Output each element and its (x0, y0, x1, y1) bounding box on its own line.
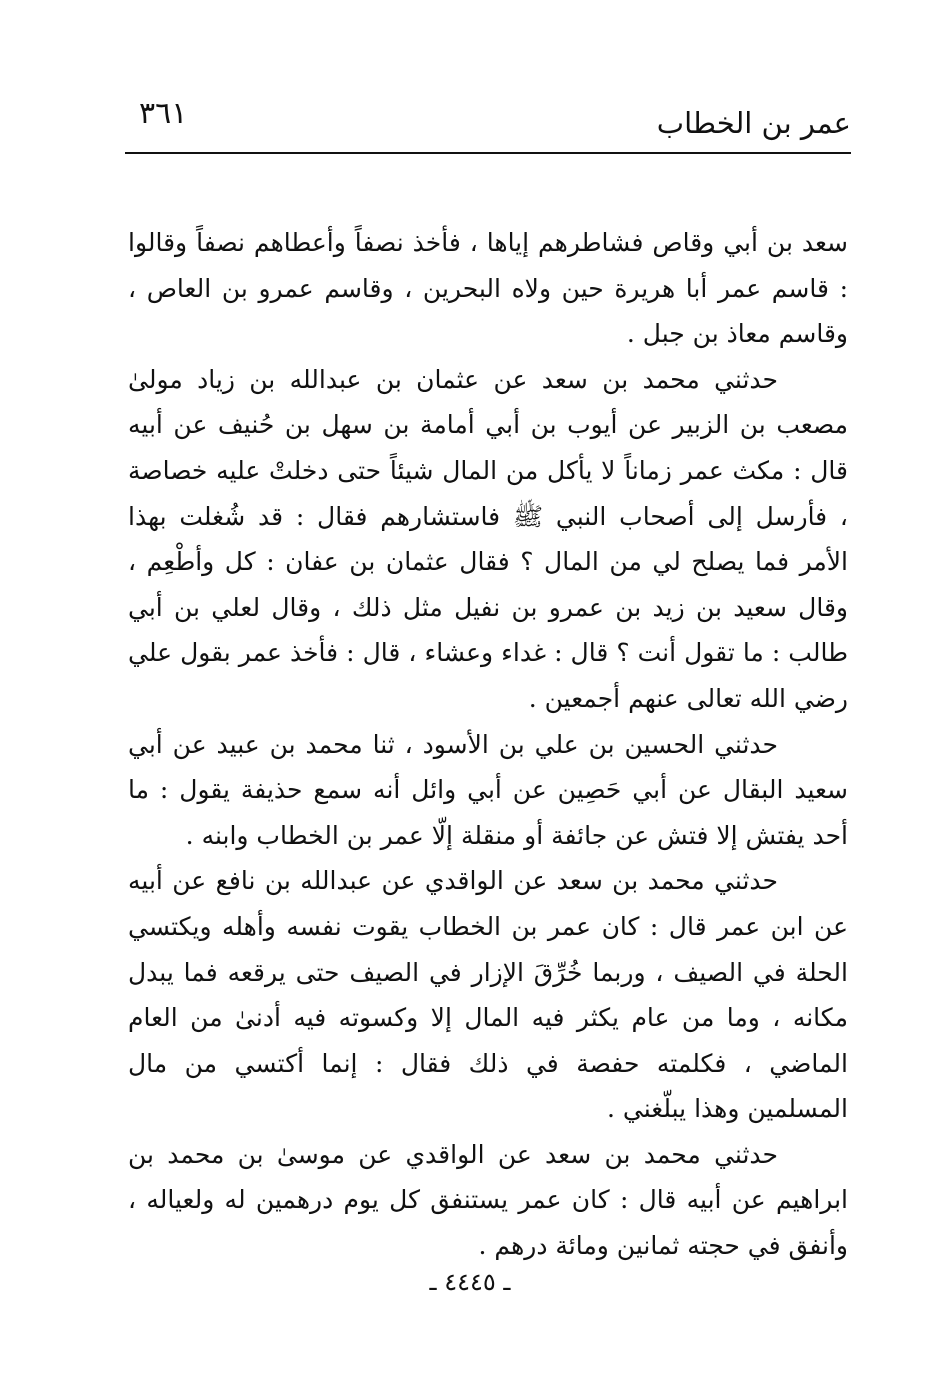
footer-page-number: ـ ٤٤٤٥ ـ (429, 1268, 511, 1296)
page-number: ٣٦١ (139, 96, 188, 131)
running-title: عمر بن الخطاب (656, 106, 851, 140)
paragraph: حدثني محمد بن سعد عن الواقدي عن عبدالله بن نافع عن أبيه عن ابن عمر قال : كان عمر بن الخطاب يقوت نفسه وأهله ويكتسي الحلة في الصيف ، وربما خُرِّقَ الإزار في الصيف حتى يرقعه فما يبدل مكانه ، وما من عام يكثر فيه المال إلا وكسوته فيه أدنىٰ من العام الماضي ، فكلمته حفصة في ذلك فقال : إنما أكتسي من مال المسلمين وهذا يبلّغني . (128, 866, 848, 1124)
paragraph: حدثني الحسين بن علي بن الأسود ، ثنا محمد بن عبيد عن أبي سعيد البقال عن أبي حَصِين عن أبي وائل أنه سمع حذيفة يقول : ما أحد يفتش إلا فتش عن جائفة أو منقلة إلّا عمر بن الخطاب وابنه . (128, 729, 848, 850)
body-text (128, 220, 848, 1269)
page-header (125, 88, 851, 154)
paragraph: حدثني محمد بن سعد عن الواقدي عن موسىٰ بن محمد بن ابراهيم عن أبيه قال : كان عمر يستنفق كل يوم درهمين له ولعياله ، وأنفق في حجته ثمانين ومائة درهم . (128, 1139, 848, 1261)
paragraph: سعد بن أبي وقاص فشاطرهم إياها ، فأخذ نصفاً وأعطاهم نصفاً وقالوا : قاسم عمر أبا هريرة حين ولاه البحرين ، وقاسم عمرو بن العاص ، وقاسم معاذ بن جبل . (128, 228, 848, 349)
paragraph: حدثني محمد بن سعد عن عثمان بن عبدالله بن زياد مولىٰ مصعب بن الزبير عن أيوب بن أبي أمامة بن سهل بن حُنيف عن أبيه قال : مكث عمر زماناً لا يأكل من المال شيئاً حتى دخلتْ عليه خصاصة ، فأرسل إلى أصحاب النبي ﷺ فاستشارهم فقال : قد شُغلت بهذا الأمر فما يصلح لي من المال ؟ فقال عثمان بن عفان : كل وأطْعِم ، وقال سعيد بن زيد بن عمرو بن نفيل مثل ذلك ، وقال لعلي بن أبي طالب : ما تقول أنت ؟ قال : غداء وعشاء ، قال : فأخذ عمر بقول علي رضي الله تعالى عنهم أجمعين . (128, 364, 848, 713)
